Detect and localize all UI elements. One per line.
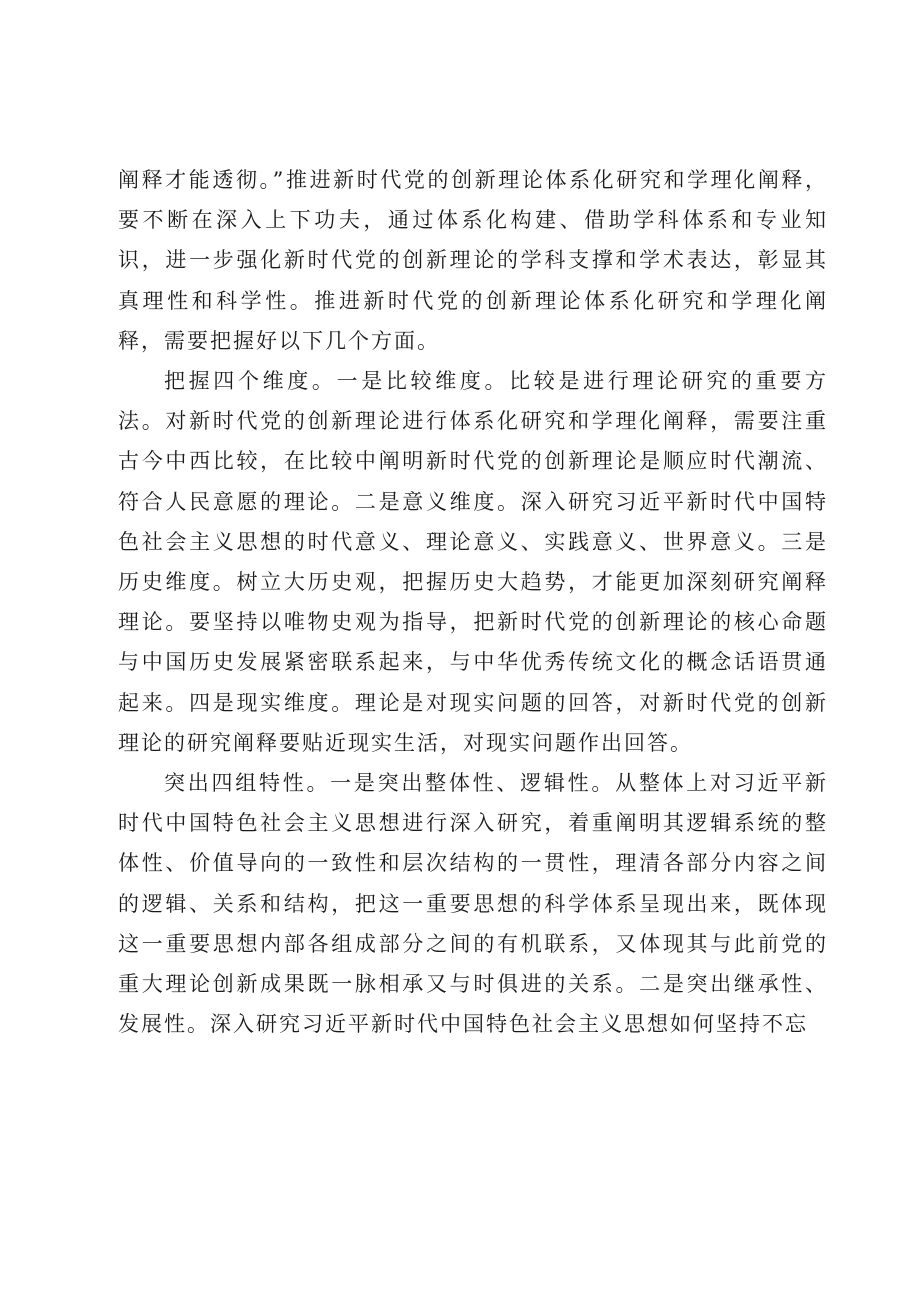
paragraph-3: 突出四组特性。一是突出整体性、逻辑性。从整体上对习近平新时代中国特色社会主义思想进行深入研究，着重阐明其逻辑系统的整体性、价值导向的一致性和层次结构的一贯性，理清各部分内容之间的逻辑、关系和结构，把这一重要思想的科学体系呈现出来，既体现这一重要思想内部各组成部分之间的有机联系，又体现其与此前党的重大理论创新成果既一脉相承又与时俱进的关系。二是突出继承性、发展性。深入研究习近平新时代中国特色社会主义思想如何坚持不忘: [118, 771, 828, 1037]
document-body: [118, 160, 828, 1044]
paragraph-1: 阐释才能透彻。”推进新时代党的创新理论体系化研究和学理化阐释，要不断在深入上下功夫，通过体系化构建、借助学科体系和专业知识，进一步强化新时代党的创新理论的学科支撑和学术表达，彰显其真理性和科学性。推进新时代党的创新理论体系化研究和学理化阐释，需要把握好以下几个方面。: [118, 168, 828, 353]
paragraph-2: 把握四个维度。一是比较维度。比较是进行理论研究的重要方法。对新时代党的创新理论进行体系化研究和学理化阐释，需要注重古今中西比较，在比较中阐明新时代党的创新理论是顺应时代潮流、符合人民意愿的理论。二是意义维度。深入研究习近平新时代中国特色社会主义思想的时代意义、理论意义、实践意义、世界意义。三是历史维度。树立大历史观，把握历史大趋势，才能更加深刻研究阐释理论。要坚持以唯物史观为指导，把新时代党的创新理论的核心命题与中国历史发展紧密联系起来，与中华优秀传统文化的概念话语贯通起来。四是现实维度。理论是对现实问题的回答，对新时代党的创新理论的研究阐释要贴近现实生活，对现实问题作出回答。: [118, 369, 828, 755]
